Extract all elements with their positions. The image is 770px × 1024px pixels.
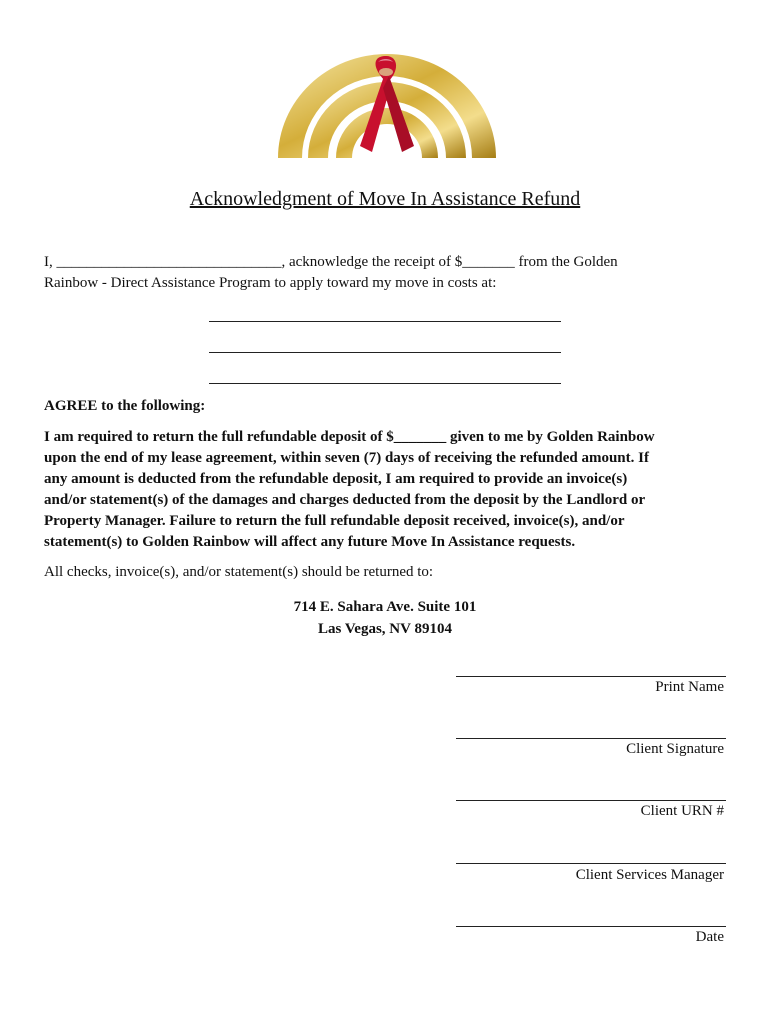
- return-address: [0, 596, 770, 640]
- intro-paragraph: [44, 252, 734, 294]
- print-name-line[interactable]: [456, 676, 726, 677]
- address-blank-line[interactable]: [209, 383, 561, 384]
- address-line: 714 E. Sahara Ave. Suite 101: [293, 599, 477, 615]
- terms-line: and/or statement(s) of the damages and charges deducted from the deposit by the Landlord or: [44, 492, 646, 508]
- date-line[interactable]: [456, 926, 726, 927]
- terms-line: I am required to return the full refundable deposit of $_______ given to me by Golden Rainbow: [44, 429, 655, 445]
- intro-line: Rainbow - Direct Assistance Program to apply toward my move in costs at:: [44, 275, 497, 291]
- agree-heading: AGREE to the following:: [44, 398, 206, 414]
- terms-paragraph: [44, 427, 734, 553]
- date-label: Date: [695, 929, 724, 945]
- intro-line: I, ______________________________, acknowledge the receipt of $_______ from the Golden: [44, 254, 618, 270]
- address-line: Las Vegas, NV 89104: [318, 621, 452, 637]
- client-services-manager-label: Client Services Manager: [575, 867, 724, 883]
- page-title: Acknowledgment of Move In Assistance Refund: [189, 188, 581, 210]
- print-name-label: Print Name: [655, 679, 724, 695]
- address-blank-line[interactable]: [209, 321, 561, 322]
- client-signature-line[interactable]: [456, 738, 726, 739]
- terms-line: Property Manager. Failure to return the full refundable deposit received, invoice(s), and/or: [44, 513, 625, 529]
- ribbon-logo-icon: [272, 48, 502, 160]
- terms-line: statement(s) to Golden Rainbow will affect any future Move In Assistance requests.: [44, 534, 576, 550]
- client-signature-label: Client Signature: [626, 741, 724, 757]
- address-blank-line[interactable]: [209, 352, 561, 353]
- client-services-manager-line[interactable]: [456, 863, 726, 864]
- terms-line: any amount is deducted from the refundable deposit, I am required to provide an invoice(s): [44, 471, 628, 487]
- client-urn-line[interactable]: [456, 800, 726, 801]
- return-instructions: All checks, invoice(s), and/or statement(s) should be returned to:: [44, 564, 434, 580]
- client-urn-label: Client URN #: [640, 803, 724, 819]
- terms-line: upon the end of my lease agreement, within seven (7) days of receiving the refunded amount. If: [44, 450, 649, 466]
- golden-rainbow-logo: [272, 48, 502, 160]
